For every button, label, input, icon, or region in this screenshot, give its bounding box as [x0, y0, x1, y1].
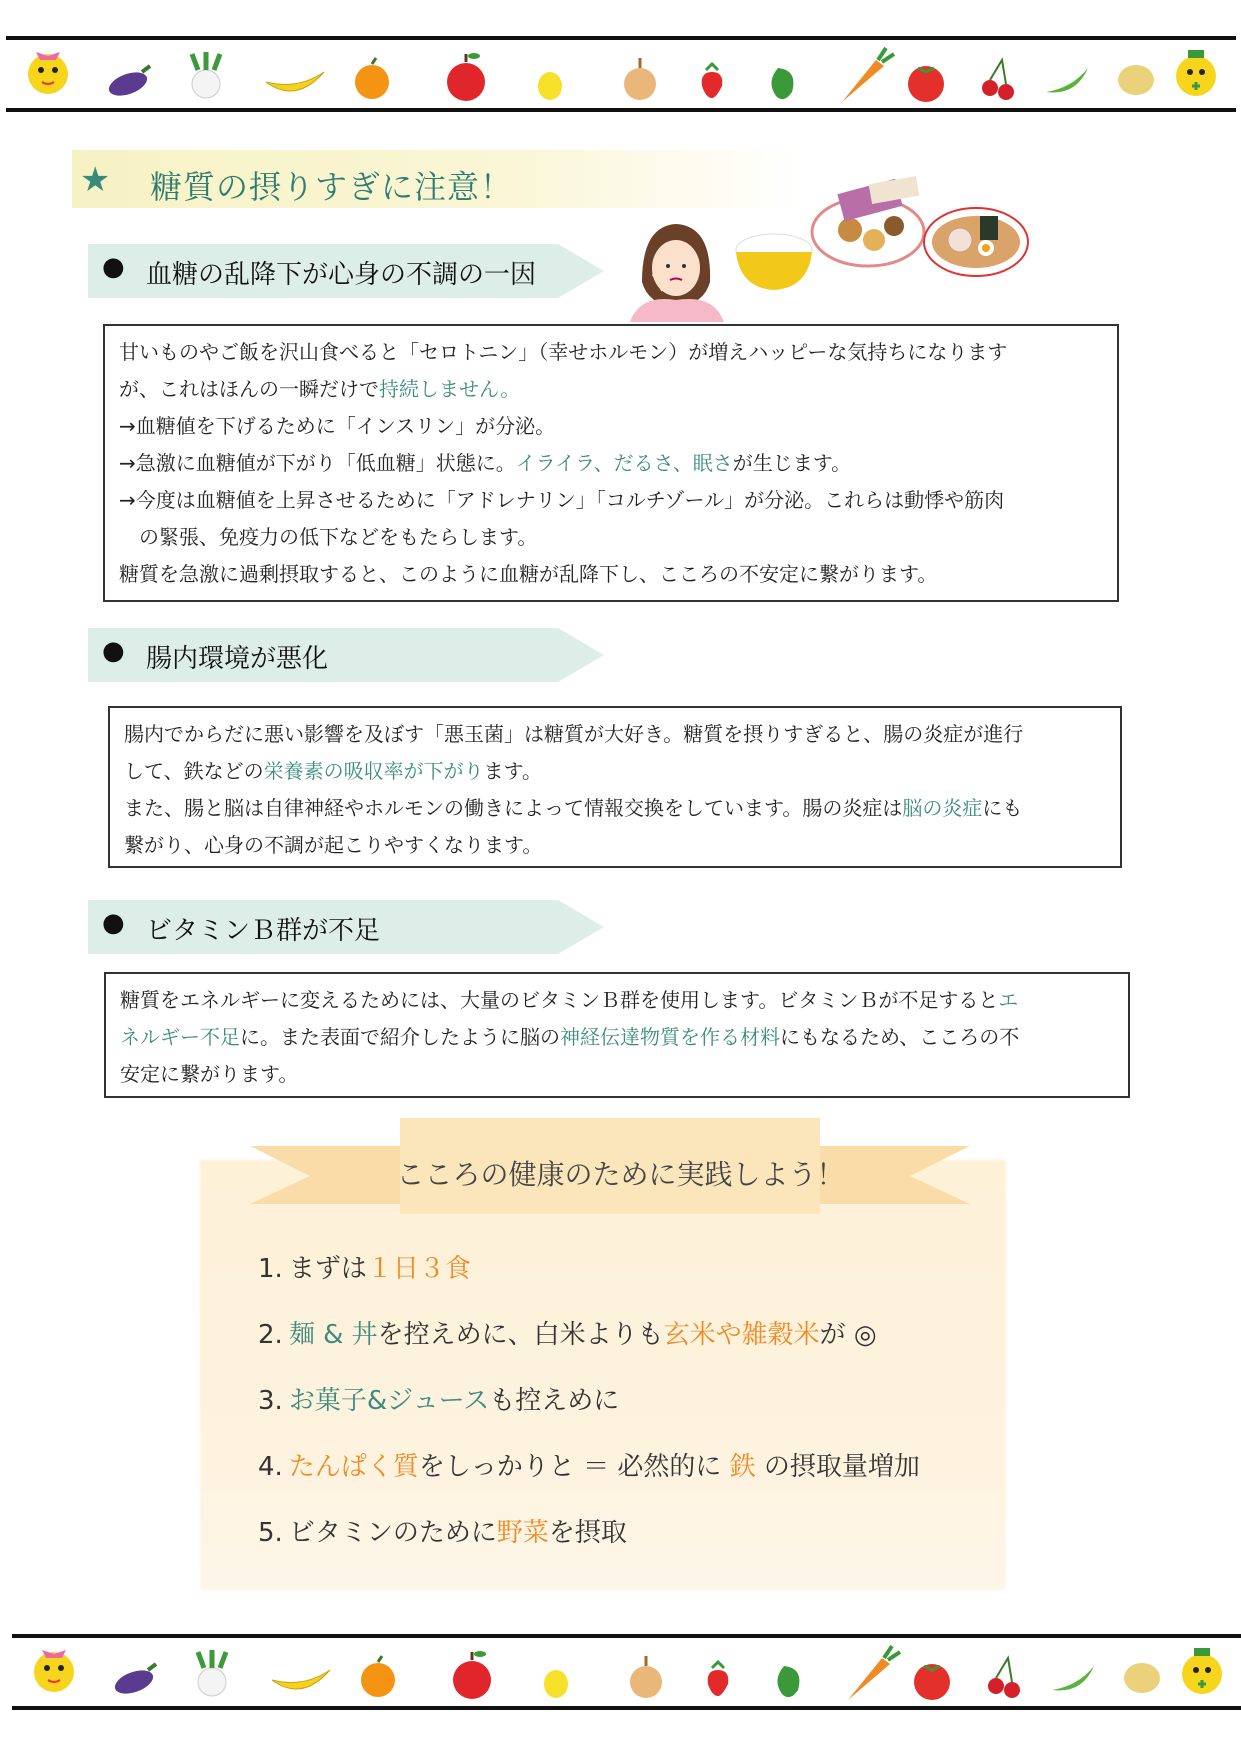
mascot-girl-icon — [28, 52, 68, 94]
section-heading: 腸内環境が悪化 — [146, 644, 329, 674]
highlight-text: 持続しません。 — [379, 377, 521, 401]
page-title-banner — [72, 150, 802, 208]
highlight-orange: 鉄 — [729, 1452, 756, 1482]
mascot-nurse-icon — [1182, 1648, 1222, 1694]
eggplant-icon — [112, 1664, 156, 1698]
orange-icon — [355, 58, 389, 99]
bullet-icon: ● — [102, 908, 125, 938]
text-box-blood-sugar — [103, 324, 1119, 602]
text-line: が、これはほんの一瞬だけで持続しません。 — [119, 377, 521, 401]
tomato-icon — [908, 66, 944, 102]
mascot-nurse-icon — [1176, 50, 1216, 96]
apple-icon — [453, 1651, 491, 1699]
section-header-gut — [88, 628, 608, 682]
pea-pod-icon — [1046, 68, 1088, 93]
tomato-icon — [914, 1664, 950, 1700]
highlight-text: エ — [998, 988, 1019, 1012]
onion-icon — [630, 1656, 662, 1698]
lemon-icon — [544, 1670, 568, 1698]
potato-icon — [1118, 65, 1154, 95]
text-line: 糖質を急激に過剰摂取すると、このように血糖が乱降下し、こころの不安定に繋がります。 — [119, 562, 938, 586]
text-line: して、鉄などの栄養素の吸収率が下がります。 — [124, 759, 543, 783]
highlight-teal: お菓子&ジュース — [288, 1386, 490, 1416]
action-item-3: 3. お菓子&ジュースも控えめに — [258, 1386, 620, 1416]
text-box-vitamin-b — [104, 972, 1130, 1098]
turnip-icon — [192, 52, 220, 98]
text-line: 安定に繋がります。 — [120, 1062, 299, 1086]
cherry-icon — [982, 60, 1014, 100]
mascot-girl-icon — [34, 1650, 74, 1692]
action-item-5: 5. ビタミンのために野菜を摂取 — [258, 1518, 627, 1548]
carrot-icon — [842, 48, 894, 102]
potato-icon — [1124, 1663, 1160, 1693]
section-header-vitamin-b — [88, 900, 608, 954]
section-heading: ビタミンＢ群が不足 — [146, 916, 381, 946]
highlight-text: ネルギー不足 — [120, 1025, 240, 1049]
food-icons-row — [12, 1640, 1241, 1706]
highlight-orange: １日３食 — [366, 1254, 471, 1284]
highlight-orange: 玄米や雑穀米 — [663, 1320, 820, 1350]
text-line: 糖質をエネルギーに変えるためには、大量のビタミンＢ群を使用します。ビタミンＢが不足するとエ — [120, 988, 1019, 1012]
onion-icon — [624, 58, 656, 100]
snacks-plate-illustration — [810, 170, 926, 270]
top-decoration-band — [6, 36, 1236, 112]
banana-icon — [266, 72, 324, 91]
page-title: 糖質の摂りすぎに注意！ — [150, 168, 514, 206]
highlight-teal: 麺 & 丼 — [288, 1320, 378, 1350]
lemon-icon — [538, 72, 562, 100]
apple-icon — [447, 53, 485, 101]
green-pepper-icon — [777, 1666, 799, 1697]
action-heading: こころの健康のために実践しよう！ — [396, 1158, 845, 1191]
orange-icon — [361, 1656, 395, 1697]
strawberry-icon — [702, 64, 723, 98]
strawberry-icon — [708, 1662, 729, 1696]
text-line: →急激に血糖値が下がり「低血糖」状態に。イライラ、だるさ、眠さが生じます。 — [119, 451, 852, 475]
text-box-gut — [108, 706, 1122, 868]
action-item-1: 1. まずは１日３食 — [258, 1254, 471, 1284]
star-icon: ★ — [80, 160, 111, 200]
bullet-icon: ● — [102, 252, 125, 282]
highlight-text: 脳の炎症 — [902, 796, 983, 820]
highlight-orange: 野菜 — [496, 1518, 549, 1548]
action-item-4: 4. たんぱく質をしっかりと ＝ 必然的に 鉄 の摂取量増加 — [258, 1452, 920, 1482]
highlight-orange: たんぱく質 — [288, 1452, 419, 1482]
text-line: 繋がり、心身の不調が起こりやすくなります。 — [124, 833, 543, 857]
food-icons-row — [6, 42, 1236, 108]
text-line: 腸内でからだに悪い影響を及ぼす「悪玉菌」は糖質が大好き。糖質を摂りすぎると、腸の炎症が進行 — [124, 722, 1024, 746]
section-heading: 血糖の乱降下が心身の不調の一因 — [146, 260, 537, 290]
text-line: また、腸と脳は自律神経やホルモンの働きによって情報交換をしています。腸の炎症は脳の炎症にも — [124, 796, 1023, 820]
carrot-icon — [848, 1646, 900, 1700]
section-header-blood-sugar — [88, 244, 608, 298]
text-line: 甘いものやご飯を沢山食べると「セロトニン」（幸せホルモン）が増えハッピーな気持ちになります — [119, 340, 1008, 364]
rice-bowl-illustration — [730, 228, 818, 292]
cherry-icon — [988, 1658, 1020, 1698]
highlight-text: 神経伝達物質を作る材料 — [560, 1025, 780, 1049]
green-pepper-icon — [771, 68, 793, 99]
ramen-illustration — [920, 200, 1032, 294]
banana-icon — [272, 1670, 330, 1689]
highlight-text: イライラ、だるさ、眠さ — [515, 451, 733, 475]
highlight-text: 栄養素の吸収率が下がり — [263, 759, 484, 783]
pea-pod-icon — [1052, 1666, 1094, 1691]
worried-woman-illustration — [620, 212, 730, 322]
text-line: の緊張、免疫力の低下などをもたらします。 — [119, 525, 538, 549]
text-line: →血糖値を下げるために「インスリン」が分泌。 — [119, 414, 556, 438]
bottom-decoration-band — [12, 1634, 1241, 1710]
text-line: →今度は血糖値を上昇させるために「アドレナリン」「コルチゾール」が分泌。これらは動悸や筋肉 — [119, 488, 1005, 512]
text-line: ネルギー不足に。また表面で紹介したように脳の神経伝達物質を作る材料にもなるため、こころの不 — [120, 1025, 1020, 1049]
eggplant-icon — [106, 66, 150, 100]
bullet-icon: ● — [102, 636, 125, 666]
action-item-2: 2. 麺 & 丼を控えめに、白米よりも玄米や雑穀米が ◎ — [258, 1320, 877, 1350]
turnip-icon — [198, 1650, 226, 1696]
